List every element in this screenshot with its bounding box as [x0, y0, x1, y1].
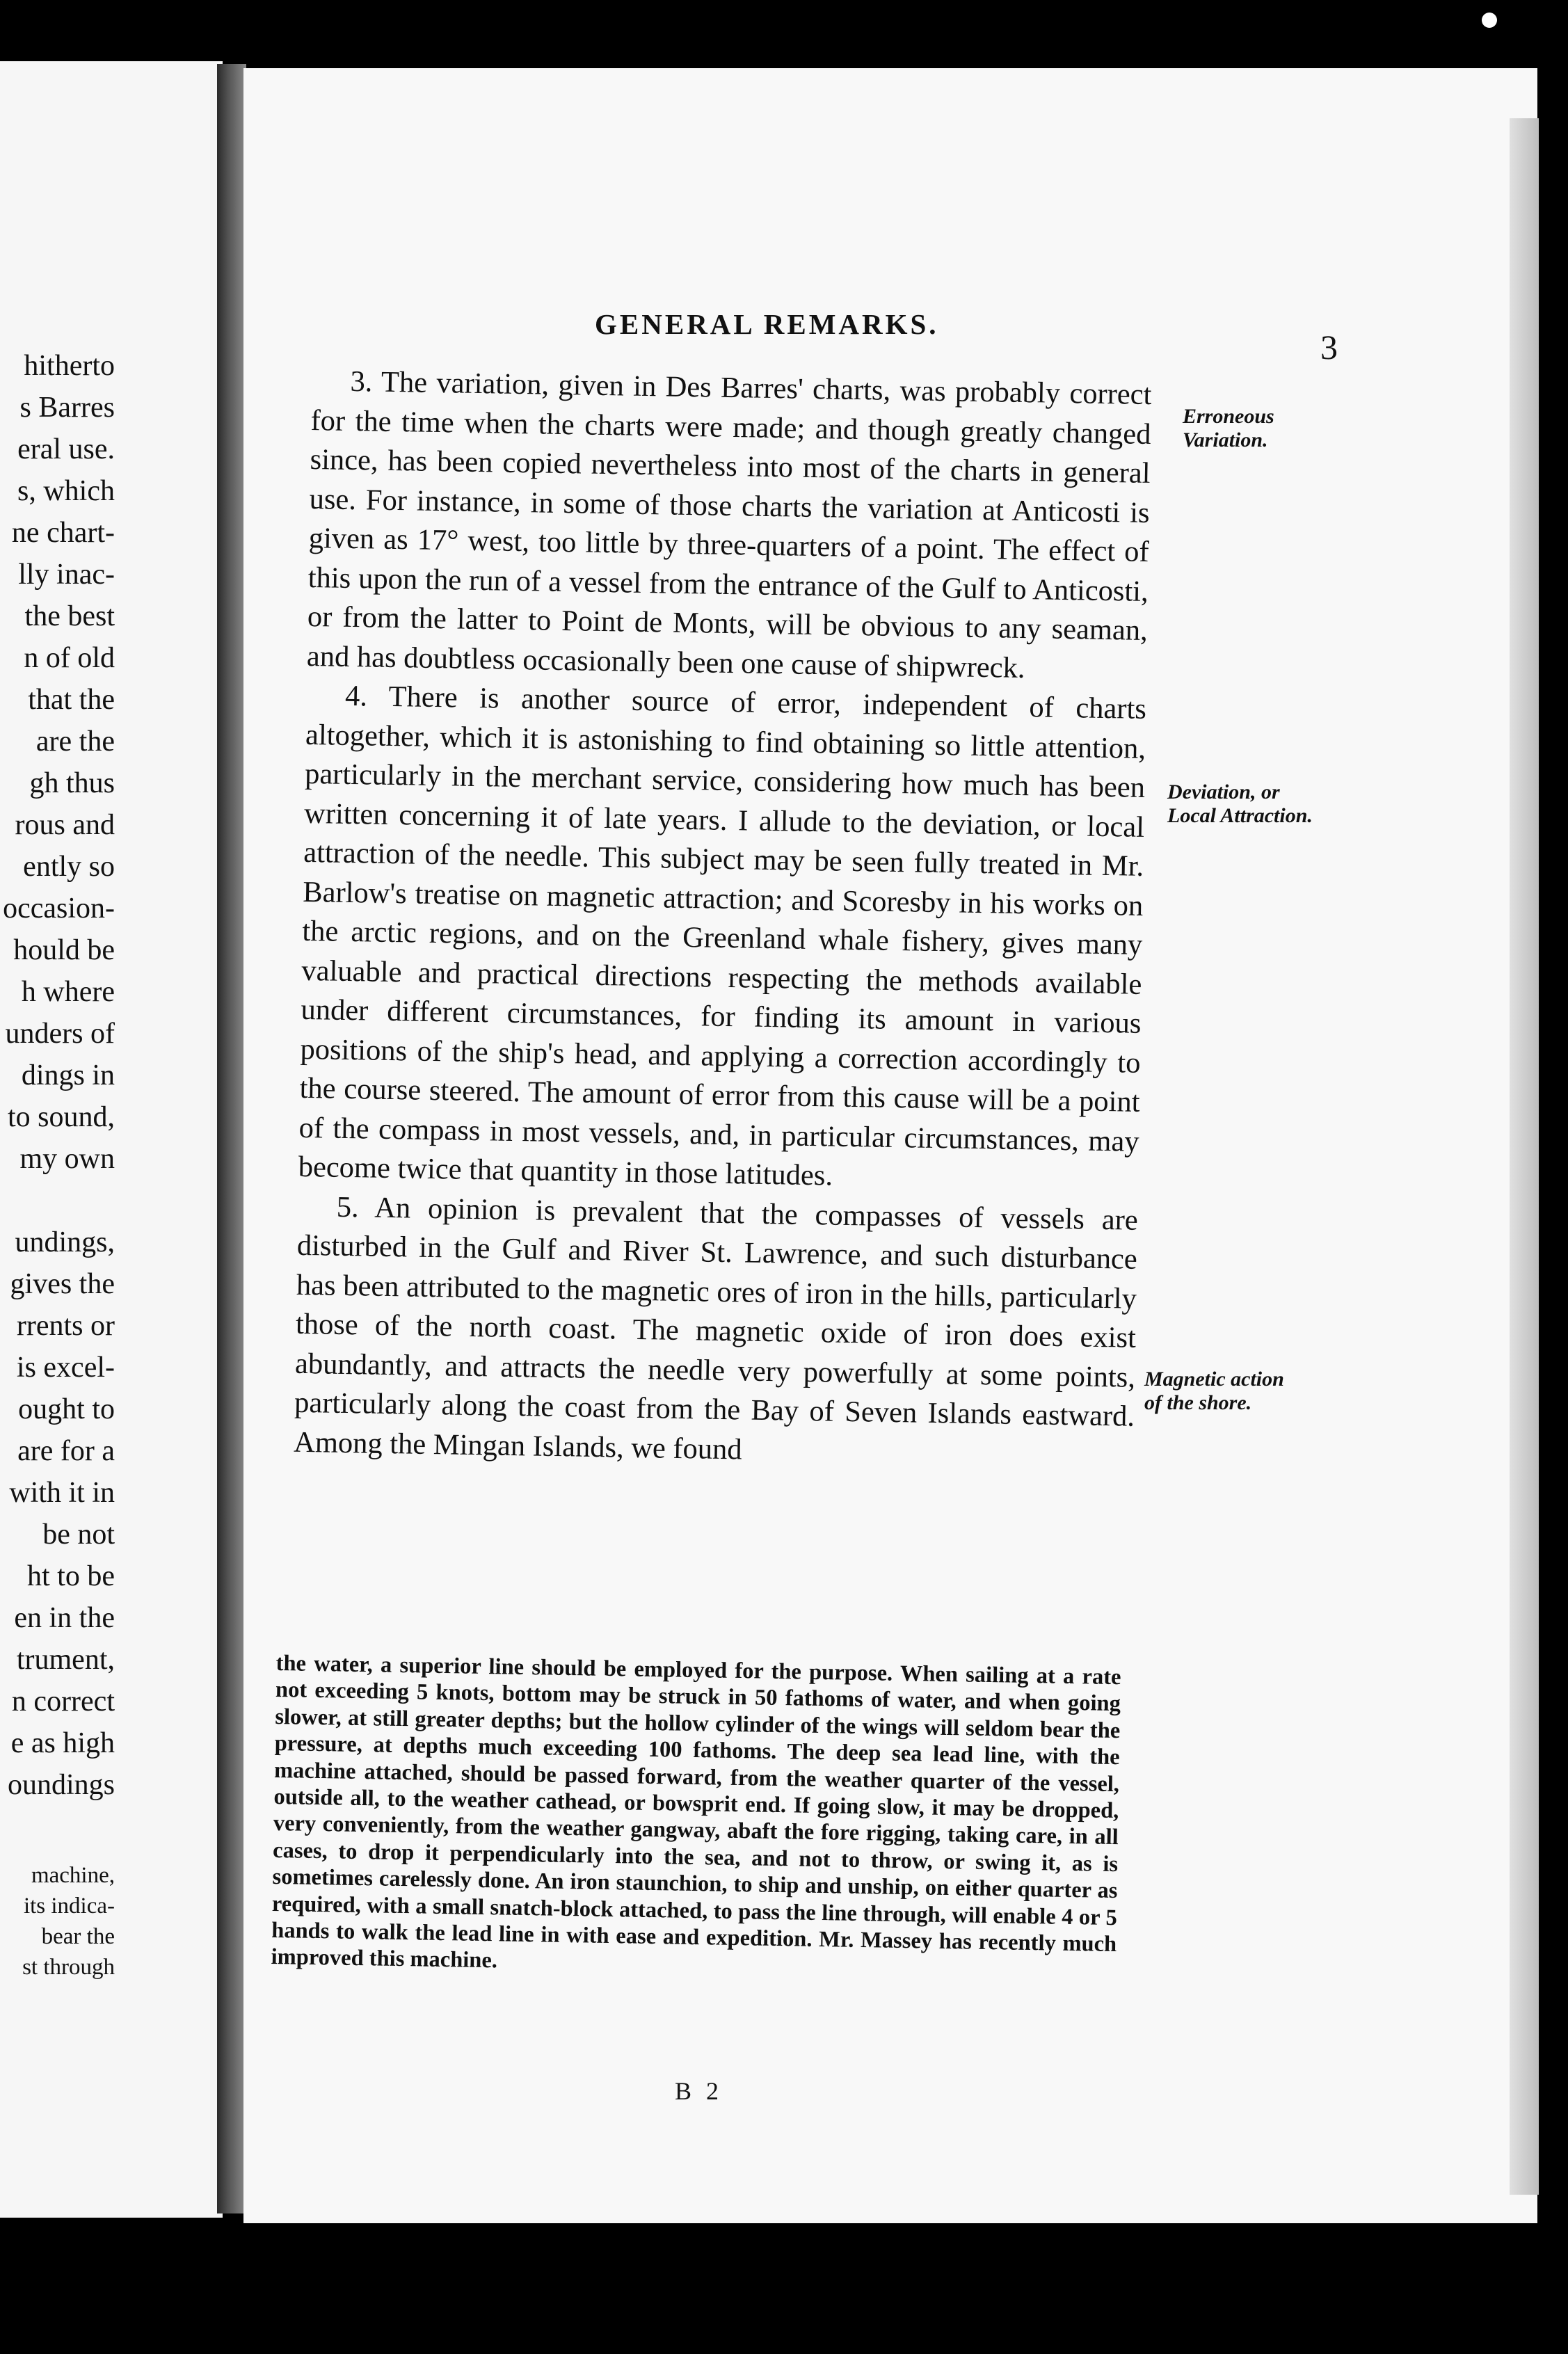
running-header: GENERAL REMARKS.	[595, 308, 939, 340]
left-page	[0, 61, 223, 2218]
left-page-line: rous and	[15, 809, 115, 841]
book-gutter	[217, 64, 246, 2213]
left-page-line: trument,	[16, 1644, 115, 1676]
left-page-line: ently so	[23, 851, 115, 883]
footnote	[271, 1650, 1121, 1985]
page-number: 3	[1320, 328, 1338, 367]
paragraph-5: 5. An opinion is prevalent that the compasses of vessels are disturbed in the Gulf and River St. Lawrence, and such disturbance has been attributed to the magnetic ores of iron in the hills, particularly those of the north coast. The magnetic oxide of iron does exist abundantly, and attracts the needle very powerfully at some points, particularly along the coast from the Bay of Seven Islands eastward. Among the Mingan Islands, we found	[293, 1190, 1139, 1466]
left-page-line: rrents or	[16, 1310, 115, 1342]
left-page-line: en in the	[14, 1602, 115, 1634]
left-page-line: ht to be	[27, 1560, 115, 1592]
left-page-line: st through	[22, 1955, 115, 1980]
margin-note-deviation: Deviation, or Local Attraction.	[1167, 780, 1313, 827]
left-page-line: ne chart-	[11, 517, 115, 549]
left-page-line: gives the	[10, 1268, 115, 1300]
paragraph-3: 3. The variation, given in Des Barres' charts, was probably correct for the time when the charts were made; and though greatly changed since, has been copied nevertheless into most of the charts in general use. For instance, in some of those charts the variation at Anticosti is given as 17° west, too little by three-quarters of a point. The effect of this upon the run of a vessel from the entrance of the Gulf to Anticosti, or from the latter to Point de Monts, will be obvious to any seaman, and has doubtless occasionally been one cause of shipwreck.	[306, 365, 1152, 684]
left-page-line: unders of	[5, 1018, 115, 1050]
left-page-line: machine,	[31, 1863, 115, 1888]
left-page-line: n of old	[24, 642, 115, 674]
paragraph-4: 4. There is another source of error, independent of charts altogether, which it is astonishing to find obtaining so little attention, particularly in the merchant service, considering how much has been written concerning it of late years. I allude to the deviation, or local attraction of the needle. This subject may be seen fully treated in Mr. Barlow's treatise on magnetic attraction; and Scoresby in his works on the arctic regions, and on the Greenland whale fishery, gives many valuable and practical directions respecting the methods available under different circumstances, for finding its amount in various positions of the ship's head, and applying a correction accordingly to the course steered. The amount of error from this cause will be a point of the compass in most vessels, and, in particular circumstances, may become twice that quantity in those latitudes.	[298, 679, 1147, 1192]
left-page-line: the best	[24, 600, 115, 632]
left-page-line: to sound,	[7, 1101, 115, 1133]
left-page-line: s Barres	[19, 392, 115, 424]
signature-mark: B 2	[675, 2077, 723, 2105]
left-page-line: occasion-	[3, 892, 115, 924]
margin-note-variation: Erroneous Variation.	[1183, 405, 1274, 451]
left-page-line: n correct	[11, 1686, 115, 1718]
left-page-line: is excel-	[16, 1352, 115, 1384]
left-page-line: bear the	[41, 1924, 115, 1949]
left-page-line: are the	[35, 726, 115, 758]
left-page-line: oundings	[7, 1769, 115, 1801]
body-text	[294, 362, 1152, 1476]
left-page-line: hitherto	[24, 350, 115, 382]
left-page-line: hould be	[13, 934, 115, 966]
left-page-line: ought to	[18, 1393, 115, 1425]
corner-dot	[1482, 13, 1497, 28]
left-page-line: eral use.	[17, 433, 115, 465]
left-page-line: my own	[19, 1143, 115, 1175]
left-page-line: are for a	[17, 1435, 115, 1467]
left-page-text	[0, 345, 115, 1983]
page-edge	[1510, 118, 1539, 2195]
left-page-line: its indica-	[23, 1893, 115, 1919]
footnote-text: the water, a superior line should be employed for the purpose. When sailing at a rate not exceeding 5 knots, bottom may be struck in 50 fathoms of water, and when going slower, at still greater depths; but the hollow cylinder of the wings will seldom bear the pressure, at depths much exceeding 100 fathoms. The deep sea lead line, with the machine attached, should be passed forward, from the weather quarter of the vessel, outside all, to the weather cathead, or bowsprit end. If going slow, it may be dropped, very conveniently, from the weather gangway, abaft the fore rigging, taking care, in all cases, to drop it perpendicularly into the sea, and not to throw, or swing it, as is sometimes carelessly done. An iron staunchion, to ship and unship, on either quarter as required, with a small snatch-block attached, to pass the line through, will enable 4 or 5 hands to walk the lead line in with ease and expedition. Mr. Massey has recently much improved this machine.	[271, 1650, 1121, 1973]
left-page-line: e as high	[10, 1727, 115, 1759]
left-page-line: lly inac-	[18, 559, 115, 591]
left-page-line: s, which	[17, 475, 115, 507]
margin-note-magnetic: Magnetic action of the shore.	[1144, 1368, 1284, 1414]
left-page-line: h where	[21, 976, 115, 1008]
left-page-line: gh thus	[29, 767, 115, 799]
left-page-line: be not	[42, 1519, 115, 1551]
left-page-line: dings in	[21, 1059, 115, 1091]
left-page-line: with it in	[9, 1477, 115, 1509]
left-page-line: that the	[28, 684, 115, 716]
left-page-line: undings,	[15, 1226, 115, 1258]
